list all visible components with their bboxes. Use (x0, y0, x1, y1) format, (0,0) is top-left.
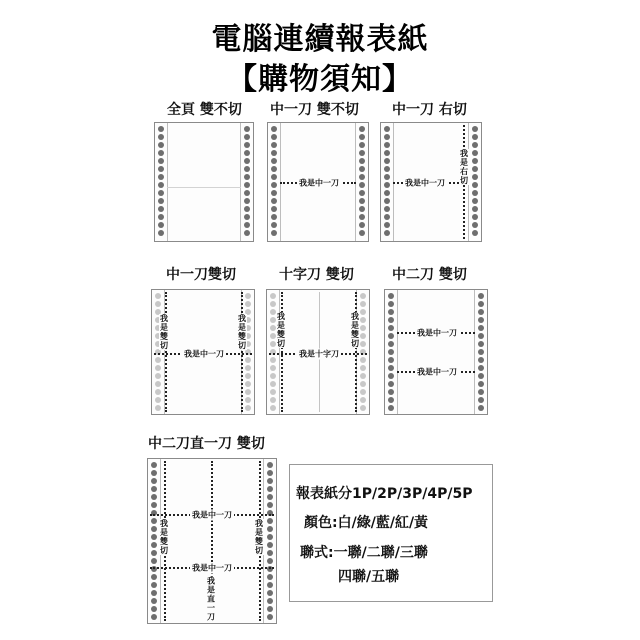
sprocket-hole (271, 182, 277, 188)
sprocket-hole (271, 158, 277, 164)
sprocket-hole (271, 206, 277, 212)
sprocket-strip-left (385, 290, 398, 414)
sprocket-hole (359, 126, 365, 132)
sprocket-hole (384, 166, 390, 172)
sprocket-hole (384, 230, 390, 236)
sprocket-hole (151, 478, 157, 484)
second-middle-cut-text: 我是中一刀 (192, 563, 232, 573)
sprocket-hole (388, 389, 394, 395)
sprocket-hole (151, 606, 157, 612)
sprocket-hole (267, 574, 273, 580)
sprocket-hole (359, 142, 365, 148)
diagram-full-page-no-cut (154, 122, 254, 242)
diagram-label-full-page: 全頁 雙不切 (167, 102, 242, 118)
sprocket-hole (388, 373, 394, 379)
sprocket-hole (158, 174, 164, 180)
sprocket-hole (151, 598, 157, 604)
sprocket-hole (155, 405, 161, 411)
sprocket-hole (384, 150, 390, 156)
sprocket-hole (151, 486, 157, 492)
sprocket-hole (478, 405, 484, 411)
second-middle-cut-text: 我是中一刀 (417, 367, 457, 377)
sprocket-hole (244, 198, 250, 204)
sprocket-hole (359, 230, 365, 236)
sprocket-hole (271, 174, 277, 180)
middle-cut-text: 我是中一刀 (405, 178, 445, 188)
sprocket-hole (478, 373, 484, 379)
sprocket-hole (151, 494, 157, 500)
diagram-label-two-cuts-vertical: 中二刀直一刀 雙切 (148, 436, 265, 452)
right-cut-text: 我是雙切 (351, 312, 359, 348)
sprocket-strip-right (474, 290, 487, 414)
right-cut-line (355, 292, 357, 412)
sprocket-hole (155, 357, 161, 363)
right-cut-text: 我是雙切 (238, 314, 246, 350)
diagram-label-middle-right-cut: 中一刀 右切 (392, 102, 467, 118)
sprocket-hole (472, 174, 478, 180)
sprocket-hole (267, 598, 273, 604)
sprocket-hole (478, 341, 484, 347)
sprocket-hole (244, 222, 250, 228)
sprocket-hole (267, 558, 273, 564)
sprocket-hole (384, 182, 390, 188)
sprocket-hole (267, 582, 273, 588)
sprocket-hole (472, 158, 478, 164)
sprocket-hole (360, 301, 366, 307)
sprocket-hole (158, 142, 164, 148)
sprocket-hole (158, 134, 164, 140)
sprocket-hole (245, 405, 251, 411)
sprocket-hole (384, 174, 390, 180)
sprocket-hole (359, 222, 365, 228)
sprocket-strip-right (356, 290, 369, 414)
sprocket-hole (245, 365, 251, 371)
sprocket-hole (360, 357, 366, 363)
first-middle-cut-text: 我是中一刀 (192, 510, 232, 520)
sprocket-hole (472, 150, 478, 156)
diagram-cross-cut-both-sides (266, 289, 370, 415)
sprocket-hole (267, 462, 273, 468)
sprocket-hole (359, 174, 365, 180)
sprocket-hole (155, 389, 161, 395)
sprocket-hole (155, 381, 161, 387)
sprocket-hole (244, 126, 250, 132)
sprocket-hole (267, 486, 273, 492)
sprocket-hole (244, 158, 250, 164)
sprocket-hole (267, 518, 273, 524)
sprocket-hole (472, 214, 478, 220)
sprocket-hole (359, 158, 365, 164)
diagram-middle-cut-right-cut (380, 122, 482, 242)
sprocket-hole (151, 462, 157, 468)
sprocket-hole (270, 389, 276, 395)
sprocket-hole (384, 222, 390, 228)
sprocket-hole (472, 198, 478, 204)
sprocket-hole (360, 389, 366, 395)
sprocket-hole (478, 357, 484, 363)
sprocket-hole (472, 230, 478, 236)
sprocket-hole (359, 214, 365, 220)
diagram-two-cuts-vertical-cut (147, 458, 277, 624)
sprocket-hole (244, 206, 250, 212)
sprocket-hole (271, 214, 277, 220)
sprocket-hole (384, 126, 390, 132)
sprocket-hole (478, 397, 484, 403)
cross-cut-text: 我是十字刀 (299, 349, 339, 359)
sprocket-hole (478, 349, 484, 355)
sprocket-hole (151, 534, 157, 540)
sprocket-hole (359, 190, 365, 196)
sprocket-strip-right (468, 123, 481, 241)
first-middle-cut-text: 我是中一刀 (417, 328, 457, 338)
sprocket-hole (271, 134, 277, 140)
sprocket-hole (267, 606, 273, 612)
sprocket-hole (360, 317, 366, 323)
sprocket-hole (151, 574, 157, 580)
sprocket-hole (478, 301, 484, 307)
sprocket-hole (360, 333, 366, 339)
sprocket-hole (388, 349, 394, 355)
info-plies: 聯式:一聯/二聯/三聯 (300, 545, 428, 561)
sprocket-hole (270, 373, 276, 379)
sprocket-hole (472, 142, 478, 148)
sprocket-hole (384, 158, 390, 164)
info-sizes: 報表紙分1P/2P/3P/4P/5P (296, 486, 473, 502)
sprocket-hole (158, 158, 164, 164)
sprocket-hole (388, 381, 394, 387)
sprocket-hole (359, 198, 365, 204)
sprocket-hole (478, 325, 484, 331)
sprocket-hole (244, 134, 250, 140)
page-title: 電腦連續報表紙 (211, 22, 429, 57)
diagram-middle-cut-no-side (267, 122, 369, 242)
sprocket-hole (271, 230, 277, 236)
sprocket-hole (478, 381, 484, 387)
sprocket-hole (267, 526, 273, 532)
sprocket-hole (271, 150, 277, 156)
sprocket-hole (245, 293, 251, 299)
info-box (289, 464, 493, 602)
sprocket-hole (478, 365, 484, 371)
sprocket-hole (388, 397, 394, 403)
left-cut-text: 我是雙切 (277, 312, 285, 348)
left-cut-text: 我是雙切 (160, 519, 168, 555)
sprocket-hole (472, 126, 478, 132)
sprocket-hole (267, 614, 273, 620)
sprocket-hole (151, 582, 157, 588)
sprocket-strip-right (240, 123, 253, 241)
sprocket-strip-right (355, 123, 368, 241)
diagram-middle-cut-both-sides (151, 289, 255, 415)
sprocket-hole (472, 134, 478, 140)
sprocket-hole (267, 542, 273, 548)
sprocket-hole (151, 558, 157, 564)
sprocket-hole (158, 150, 164, 156)
sprocket-hole (270, 301, 276, 307)
info-colors: 顏色:白/綠/藍/紅/黃 (304, 515, 429, 531)
right-cut-text: 我是雙切 (255, 519, 263, 555)
sprocket-hole (245, 389, 251, 395)
sprocket-hole (270, 357, 276, 363)
diagram-label-middle-cut: 中一刀 雙不切 (270, 102, 359, 118)
sprocket-hole (478, 389, 484, 395)
sprocket-hole (384, 142, 390, 148)
sprocket-hole (244, 230, 250, 236)
sprocket-hole (158, 182, 164, 188)
middle-cut-text: 我是中一刀 (299, 178, 339, 188)
sprocket-hole (360, 309, 366, 315)
sprocket-hole (360, 293, 366, 299)
sprocket-hole (271, 198, 277, 204)
sprocket-hole (151, 502, 157, 508)
vertical-cut-text: 我是直一刀 (207, 576, 215, 622)
sprocket-hole (360, 365, 366, 371)
sprocket-hole (244, 214, 250, 220)
sprocket-strip-left (267, 290, 280, 414)
diagram-label-middle-both-cut: 中一刀雙切 (166, 267, 236, 283)
sprocket-hole (245, 397, 251, 403)
sprocket-hole (271, 190, 277, 196)
sprocket-hole (388, 309, 394, 315)
sprocket-hole (384, 190, 390, 196)
sprocket-hole (472, 190, 478, 196)
perforation-line (167, 187, 241, 188)
sprocket-hole (151, 518, 157, 524)
sprocket-hole (155, 397, 161, 403)
sprocket-hole (478, 293, 484, 299)
sprocket-hole (267, 478, 273, 484)
sprocket-strip-left (155, 123, 168, 241)
sprocket-hole (360, 405, 366, 411)
sprocket-hole (270, 365, 276, 371)
sprocket-hole (244, 182, 250, 188)
sprocket-hole (472, 182, 478, 188)
sprocket-hole (155, 293, 161, 299)
sprocket-hole (271, 142, 277, 148)
sprocket-hole (245, 301, 251, 307)
sprocket-hole (245, 373, 251, 379)
sprocket-hole (360, 381, 366, 387)
sprocket-hole (158, 222, 164, 228)
sprocket-hole (360, 341, 366, 347)
sprocket-hole (472, 206, 478, 212)
diagram-label-two-cuts: 中二刀 雙切 (392, 267, 467, 283)
sprocket-hole (267, 470, 273, 476)
sprocket-hole (388, 405, 394, 411)
sprocket-hole (158, 214, 164, 220)
left-cut-text: 我是雙切 (160, 314, 168, 350)
sprocket-hole (359, 166, 365, 172)
sprocket-hole (267, 534, 273, 540)
sprocket-hole (151, 542, 157, 548)
right-cut-text: 我是右切 (460, 149, 468, 185)
sprocket-hole (359, 182, 365, 188)
sprocket-hole (270, 381, 276, 387)
diagram-label-cross-cut: 十字刀 雙切 (279, 267, 354, 283)
sprocket-hole (267, 550, 273, 556)
sprocket-hole (245, 357, 251, 363)
sprocket-hole (271, 126, 277, 132)
sprocket-hole (388, 341, 394, 347)
sprocket-hole (388, 293, 394, 299)
sprocket-hole (151, 526, 157, 532)
sprocket-hole (158, 206, 164, 212)
sprocket-hole (267, 494, 273, 500)
sprocket-hole (359, 150, 365, 156)
diagram-two-middle-cuts (384, 289, 488, 415)
sprocket-hole (271, 222, 277, 228)
sprocket-hole (155, 365, 161, 371)
sprocket-hole (245, 381, 251, 387)
sprocket-hole (270, 397, 276, 403)
middle-cut-text: 我是中一刀 (184, 349, 224, 359)
sprocket-hole (270, 405, 276, 411)
sprocket-strip-right (263, 459, 276, 623)
sprocket-hole (478, 317, 484, 323)
sprocket-hole (478, 333, 484, 339)
sprocket-hole (151, 590, 157, 596)
sprocket-hole (359, 206, 365, 212)
sprocket-hole (388, 325, 394, 331)
sprocket-hole (384, 198, 390, 204)
sprocket-hole (360, 373, 366, 379)
sprocket-hole (244, 166, 250, 172)
sprocket-hole (384, 214, 390, 220)
sprocket-hole (158, 198, 164, 204)
sprocket-hole (151, 614, 157, 620)
sprocket-hole (158, 190, 164, 196)
sprocket-hole (244, 190, 250, 196)
sprocket-hole (472, 222, 478, 228)
page-subtitle: 【購物須知】 (227, 62, 413, 97)
sprocket-hole (158, 230, 164, 236)
sprocket-hole (158, 166, 164, 172)
sprocket-hole (360, 325, 366, 331)
sprocket-hole (271, 166, 277, 172)
sprocket-hole (388, 357, 394, 363)
sprocket-hole (388, 301, 394, 307)
sprocket-hole (384, 134, 390, 140)
sprocket-hole (244, 142, 250, 148)
sprocket-hole (151, 550, 157, 556)
info-plies-cont: 四聯/五聯 (338, 569, 400, 585)
left-cut-line (165, 292, 167, 412)
sprocket-hole (151, 470, 157, 476)
sprocket-hole (478, 309, 484, 315)
right-cut-line (241, 292, 243, 412)
left-cut-line (281, 292, 283, 412)
sprocket-hole (244, 174, 250, 180)
sprocket-hole (270, 293, 276, 299)
sprocket-hole (155, 373, 161, 379)
sprocket-hole (388, 333, 394, 339)
sprocket-hole (472, 166, 478, 172)
sprocket-hole (244, 150, 250, 156)
sprocket-hole (158, 126, 164, 132)
sprocket-hole (359, 134, 365, 140)
sprocket-hole (388, 365, 394, 371)
sprocket-hole (384, 206, 390, 212)
sprocket-strip-left (152, 290, 165, 414)
sprocket-hole (360, 397, 366, 403)
sprocket-hole (267, 502, 273, 508)
sprocket-hole (388, 317, 394, 323)
sprocket-hole (267, 590, 273, 596)
sprocket-hole (155, 301, 161, 307)
